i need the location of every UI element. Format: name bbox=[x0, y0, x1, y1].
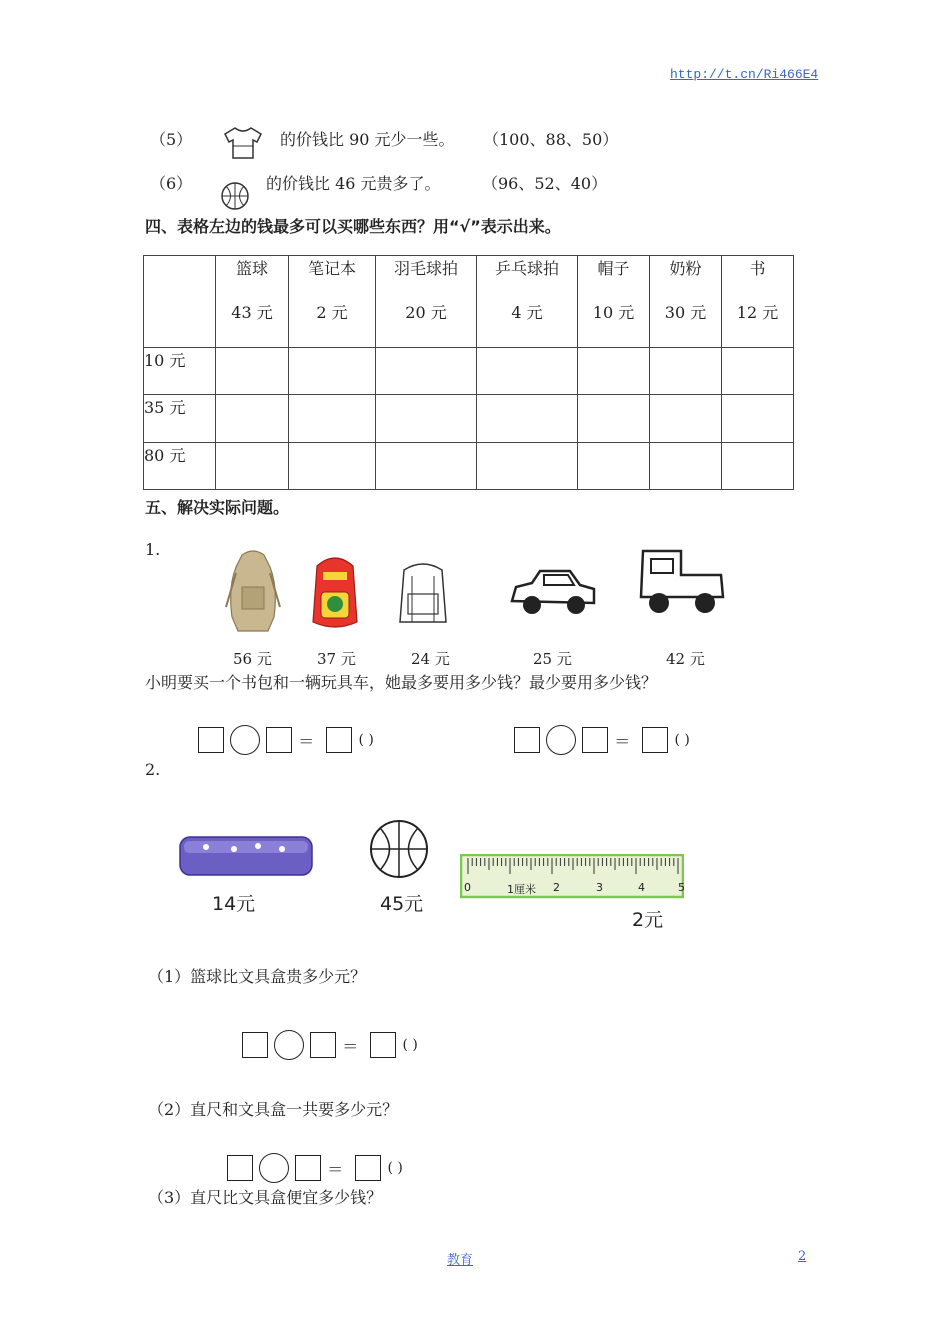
backpack-outline-icon bbox=[392, 560, 454, 630]
answer-expression bbox=[514, 725, 690, 755]
equals-sign: ＝ bbox=[327, 1159, 344, 1179]
problem2-q2: （2）直尺和文具盒一共要多少元？ bbox=[148, 1100, 399, 1119]
answer-expression bbox=[227, 1153, 403, 1183]
q5-options: （100、88、50） bbox=[483, 130, 619, 149]
answer-box[interactable] bbox=[326, 727, 352, 753]
section4-title: 四、表格左边的钱最多可以买哪些东西？用“√”表示出来。 bbox=[145, 217, 561, 236]
ruler-tick-label: 2 bbox=[553, 881, 560, 894]
q5-number: （5） bbox=[150, 130, 193, 149]
problem2-q3: （3）直尺比文具盒便宜多少钱？ bbox=[148, 1188, 383, 1207]
header-link[interactable]: http://t.cn/Ri466E4 bbox=[670, 67, 819, 82]
answer-box[interactable] bbox=[582, 727, 608, 753]
answer-box[interactable] bbox=[198, 727, 224, 753]
price-label: 37 元 bbox=[317, 650, 356, 668]
unit-parentheses[interactable]: ( ) bbox=[674, 732, 690, 748]
section5-title: 五、解决实际问题。 bbox=[145, 498, 290, 517]
ruler-icon bbox=[460, 854, 684, 900]
answer-box[interactable] bbox=[370, 1032, 396, 1058]
answer-box[interactable] bbox=[642, 727, 668, 753]
ruler-tick-label: 3 bbox=[596, 881, 603, 894]
unit-parentheses[interactable]: ( ) bbox=[358, 732, 374, 748]
check-cell[interactable] bbox=[722, 443, 794, 490]
check-cell[interactable] bbox=[578, 348, 650, 395]
operator-circle[interactable] bbox=[274, 1030, 304, 1060]
answer-box[interactable] bbox=[266, 727, 292, 753]
price-label: 42 元 bbox=[666, 650, 705, 668]
shirt-icon bbox=[221, 124, 265, 162]
check-cell[interactable] bbox=[376, 443, 477, 490]
answer-box[interactable] bbox=[310, 1032, 336, 1058]
price-label: 56 元 bbox=[233, 650, 272, 668]
unit-parentheses[interactable]: ( ) bbox=[402, 1037, 418, 1053]
row-label: 80 元 bbox=[144, 443, 216, 490]
check-cell[interactable] bbox=[477, 348, 578, 395]
table-header-cell: 帽子 10 元 bbox=[578, 256, 650, 348]
check-cell[interactable] bbox=[650, 443, 722, 490]
price-label: 14元 bbox=[212, 893, 256, 915]
equals-sign: ＝ bbox=[614, 731, 631, 751]
check-cell[interactable] bbox=[578, 443, 650, 490]
equals-sign: ＝ bbox=[342, 1036, 359, 1056]
price-label: 25 元 bbox=[533, 650, 572, 668]
ruler-tick-label: 4 bbox=[638, 881, 645, 894]
answer-box[interactable] bbox=[227, 1155, 253, 1181]
ruler-unit-label: 1厘米 bbox=[507, 883, 536, 896]
check-cell[interactable] bbox=[216, 348, 289, 395]
backpack-red-icon bbox=[307, 552, 363, 632]
ruler-tick-label: 0 bbox=[464, 881, 471, 894]
check-cell[interactable] bbox=[376, 395, 477, 443]
purchase-table bbox=[143, 255, 794, 490]
ruler-tick-label: 5 bbox=[678, 881, 685, 894]
answer-box[interactable] bbox=[295, 1155, 321, 1181]
basketball-large-icon bbox=[366, 818, 432, 880]
check-cell[interactable] bbox=[722, 348, 794, 395]
toy-car-icon bbox=[508, 563, 598, 621]
pencil-box-icon bbox=[178, 833, 314, 879]
price-label: 45元 bbox=[380, 893, 424, 915]
table-header-cell: 篮球 43 元 bbox=[216, 256, 289, 348]
operator-circle[interactable] bbox=[546, 725, 576, 755]
check-cell[interactable] bbox=[289, 443, 376, 490]
basketball-icon bbox=[218, 180, 252, 212]
table-header-cell: 羽毛球拍 20 元 bbox=[376, 256, 477, 348]
problem1-number: 1. bbox=[145, 540, 161, 559]
table-row bbox=[144, 348, 794, 395]
row-label: 35 元 bbox=[144, 395, 216, 443]
table-header-row bbox=[144, 256, 794, 348]
check-cell[interactable] bbox=[376, 348, 477, 395]
unit-parentheses[interactable]: ( ) bbox=[387, 1160, 403, 1176]
row-label: 10 元 bbox=[144, 348, 216, 395]
q6-options: （96、52、40） bbox=[482, 174, 608, 193]
check-cell[interactable] bbox=[216, 443, 289, 490]
check-cell[interactable] bbox=[578, 395, 650, 443]
check-cell[interactable] bbox=[477, 443, 578, 490]
check-cell[interactable] bbox=[289, 395, 376, 443]
check-cell[interactable] bbox=[650, 395, 722, 443]
table-header-cell: 笔记本 2 元 bbox=[289, 256, 376, 348]
table-row bbox=[144, 443, 794, 490]
table-header-cell: 乒乓球拍 4 元 bbox=[477, 256, 578, 348]
answer-box[interactable] bbox=[514, 727, 540, 753]
check-cell[interactable] bbox=[650, 348, 722, 395]
page-number: 2 bbox=[798, 1249, 807, 1264]
check-cell[interactable] bbox=[216, 395, 289, 443]
q6-text: 的价钱比 46 元贵多了。 bbox=[266, 174, 441, 193]
answer-box[interactable] bbox=[355, 1155, 381, 1181]
q6-number: （6） bbox=[150, 174, 193, 193]
footer-link[interactable]: 教育 bbox=[447, 1253, 474, 1268]
price-label: 24 元 bbox=[411, 650, 450, 668]
check-cell[interactable] bbox=[477, 395, 578, 443]
operator-circle[interactable] bbox=[259, 1153, 289, 1183]
operator-circle[interactable] bbox=[230, 725, 260, 755]
check-cell[interactable] bbox=[289, 348, 376, 395]
answer-box[interactable] bbox=[242, 1032, 268, 1058]
answer-expression bbox=[242, 1030, 418, 1060]
equals-sign: ＝ bbox=[298, 731, 315, 751]
check-cell[interactable] bbox=[722, 395, 794, 443]
table-header-cell: 奶粉 30 元 bbox=[650, 256, 722, 348]
problem2-q1: （1）篮球比文具盒贵多少元？ bbox=[148, 967, 367, 986]
toy-truck-icon bbox=[637, 545, 727, 621]
table-corner-cell bbox=[144, 256, 216, 348]
backpack-khaki-icon bbox=[220, 547, 286, 637]
table-header-cell: 书 12 元 bbox=[722, 256, 794, 348]
q5-text: 的价钱比 90 元少一些。 bbox=[280, 130, 455, 149]
problem1-question: 小明要买一个书包和一辆玩具车，她最多要用多少钱？最少要用多少钱？ bbox=[145, 673, 658, 692]
problem2-number: 2. bbox=[145, 760, 161, 779]
price-label: 2元 bbox=[632, 909, 664, 931]
answer-expression bbox=[198, 725, 374, 755]
table-row bbox=[144, 395, 794, 443]
